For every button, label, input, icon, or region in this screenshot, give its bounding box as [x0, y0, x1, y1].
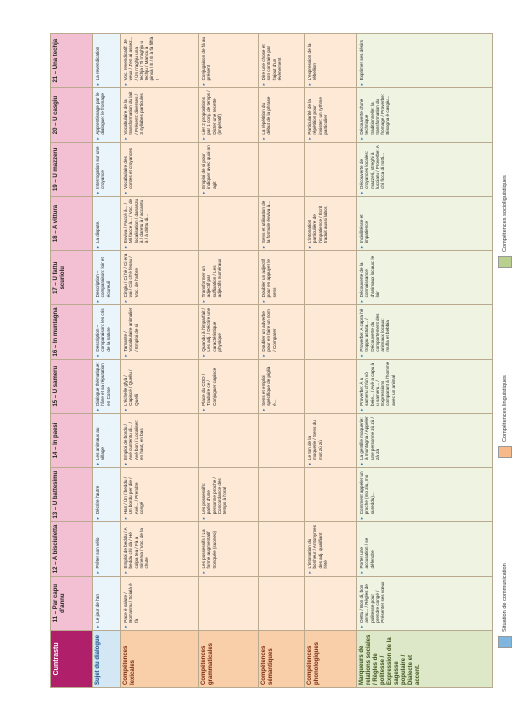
- bullet-item: ▸ Doubler un adjectif pour en appuyer le sens: [261, 253, 277, 302]
- bullet-list: [261, 253, 277, 302]
- table-cell: [93, 88, 121, 142]
- bullet-item: ▸ Incivilitésse et impatience: [359, 199, 370, 248]
- table-row-lex: [121, 34, 199, 688]
- table-cell: [93, 413, 121, 467]
- bullet-list: [95, 36, 100, 85]
- table-cell: [93, 251, 121, 305]
- table-cell: [121, 34, 199, 88]
- table-cell: [357, 34, 493, 88]
- bullet-list: [261, 199, 272, 248]
- table-cell: [305, 576, 357, 630]
- bullet-item: ▸ Le jour de l'an: [95, 579, 100, 628]
- table-cell: [259, 305, 305, 359]
- bullet-list: [261, 362, 277, 411]
- bullet-list: [201, 145, 217, 194]
- bullet-item: ▸ Dire une chose et son contraire par l'ajout d'un évènement: [261, 36, 282, 85]
- row-header: Marqueurs de relations sociales / Règles de politesse / Expression de la sagesse populaire / Dialecte et accent.: [357, 630, 493, 687]
- row-header: Compétences lexicales: [121, 630, 199, 687]
- table-cell: [199, 413, 259, 467]
- table-cell: [93, 142, 121, 196]
- bullet-list: [123, 416, 144, 465]
- table-cell: [121, 468, 199, 522]
- bullet-list: [95, 579, 100, 628]
- table-cell: [357, 468, 493, 522]
- bullet-item: ▸ Sens et utilisation de la formule évviva à...: [261, 199, 272, 248]
- bullet-item: ▸ Découverte d'une technique traditionnelle: la transformation du fromage / Proverbe: Bìsogna è casgiu...: [359, 90, 391, 139]
- bullet-list: [95, 416, 106, 465]
- table-cell: [93, 359, 121, 413]
- bullet-item: ▸ Description – comparaison: les cris de la nature: [95, 307, 111, 356]
- row-header: Compétences phonologiques: [305, 630, 357, 687]
- table-cell: [259, 88, 305, 142]
- bullet-list: [359, 470, 375, 519]
- legend-label: Situation de communication: [501, 563, 508, 632]
- table-cell: [93, 468, 121, 522]
- table-cell: [305, 251, 357, 305]
- bullet-item: ▸ Cingiu / Ci hè / Ci era vai / Ciò ch'è fessu / Voc. de l'arbre: [123, 253, 139, 302]
- bullet-list: [261, 36, 282, 85]
- table-cell: [93, 522, 121, 576]
- table-cell: [199, 251, 259, 305]
- bullet-item: ▸ Les possessifs: parler d'une personne proche / Concordance des temps à l'oral: [201, 470, 227, 519]
- bullet-item: ▸ L'intonation particulière de l'impatience / Écrit traduit aussi labor.: [307, 199, 328, 248]
- bullet-list: [307, 524, 328, 573]
- bullet-item: ▸ Han / Ùn / beddu / Un bordu per die / Avè... / Prendre congé: [123, 470, 144, 519]
- table-cell: [121, 88, 199, 142]
- bullet-item: ▸ Transformer un adjectif par suffixation / Les adjectifs numéraux: [201, 253, 222, 302]
- bullet-item: ▸ Emploi de si pour indiquer avec quoi on agit: [201, 145, 217, 194]
- bullet-item: ▸ Comment appeler un proche (mo zìu, mo sureddu)...: [359, 470, 375, 519]
- rotated-table-stage: [50, 33, 508, 688]
- bullet-item: ▸ Proverbe: A capra hè troppu astuta... / Découverte du comportement des animaux locaux: mufla et bebbia: [359, 307, 391, 356]
- bullet-item: ▸ Dialogue thématique: l'âne et sa réputation en Corse: [95, 362, 111, 411]
- bullet-item: ▸ La gentille moquerie: à muntagna / Appeler une personne zù zù / zà zà: [359, 416, 380, 465]
- bullet-item: ▸ Place du COD / Traduire ce / Conjuguer capisce: [201, 362, 217, 411]
- bullet-item: ▸ Particularité de la répétition pour insister: un rythme particulier: [307, 90, 328, 139]
- table-cell: [259, 251, 305, 305]
- bullet-item: ▸ Sens et emploi spécifique de piglià è...: [261, 362, 277, 411]
- table-cell: [357, 522, 493, 576]
- bullet-item: ▸ Découverte de la connaissance d'animaux locaux: le loir: [359, 253, 380, 302]
- bullet-item: ▸ La répétition du début de la phrase: [261, 90, 272, 139]
- table-cell: [199, 305, 259, 359]
- bullet-list: [201, 90, 222, 139]
- bullet-list: [123, 579, 139, 628]
- bullet-list: [123, 307, 139, 356]
- legend-item: [498, 375, 512, 458]
- bullet-item: ▸ Les possessifs / La forme augmentatif tronquée (suoneo): [201, 524, 217, 573]
- bullet-list: [261, 307, 277, 356]
- bullet-list: [359, 416, 380, 465]
- table-cell: [305, 88, 357, 142]
- bullet-list: [359, 524, 375, 573]
- legend-label: Compétences linguistiques: [501, 375, 508, 442]
- bullet-list: [123, 470, 144, 519]
- bullet-item: ▸ Doubler un adverbe pour en faire un nom / Comparer: [261, 307, 277, 356]
- table-body: [93, 34, 493, 688]
- bullet-item: ▸ Le ton de la moquerie / Sens du mot zù zù: [307, 416, 323, 465]
- table-cell: [259, 522, 305, 576]
- table-cell: [121, 196, 199, 250]
- bullet-item: ▸ Evviva / Faccè à... / Mì facce à... / Voc. de localisation / dananzu à / daretu à / accantu à / à drittu di...: [123, 199, 149, 248]
- bullet-item: ▸ L'expression de la rébellion: [307, 36, 318, 85]
- table-cell: [259, 196, 305, 250]
- table-cell: [357, 196, 493, 250]
- table-row-sem: [259, 34, 305, 688]
- table-cell: [121, 413, 199, 467]
- bullet-item: ▸ Proverbe: À u sameru ch'ùn vò beie... / Avè a capu à u sameru... / Expressions comparant à l'homme avec un animal: [359, 362, 396, 411]
- column-header: 12 – A bisciuletta: [51, 522, 93, 576]
- table-row-pho: [305, 34, 357, 688]
- table-cell: [199, 196, 259, 250]
- row-header: Sujet du dialogue: [93, 630, 121, 687]
- bullet-list: [359, 579, 385, 628]
- table-row-soc: [357, 34, 493, 688]
- bullet-item: ▸ Conjugaison de fà au présent: [201, 36, 212, 85]
- table-cell: [199, 34, 259, 88]
- legend-swatch: [498, 446, 512, 458]
- table-cell: [121, 142, 199, 196]
- table-cell: [259, 413, 305, 467]
- legend-item: [498, 175, 512, 268]
- bullet-item: ▸ Description – comparaison: loir et écureuil: [95, 253, 111, 302]
- table-cell: [357, 576, 493, 630]
- legend-swatch: [498, 256, 512, 268]
- table-cell: [121, 305, 199, 359]
- bullet-list: [359, 36, 364, 85]
- bullet-item: ▸ Vocabulaire de la transformation du lait / Présent: diverses / 3 syllabes particules: [123, 90, 144, 139]
- table-cell: [305, 142, 357, 196]
- bullet-list: [307, 416, 323, 465]
- bullet-list: [123, 90, 144, 139]
- column-header: 18 – A vittura: [51, 196, 93, 250]
- bullet-item: ▸ Les animaux au village: [95, 416, 106, 465]
- table-cell: [259, 359, 305, 413]
- table-cell: [259, 142, 305, 196]
- bullet-list: [307, 199, 328, 248]
- bullet-item: ▸ Apprentissage par le dialogue: le fromage: [95, 90, 106, 139]
- bullet-item: ▸ L'intonation du bonheur / Antonymes des adj. qualifiant l'été: [307, 524, 328, 573]
- table-cell: [121, 522, 199, 576]
- table-cell: [305, 468, 357, 522]
- bullet-list: [201, 307, 222, 356]
- bullet-list: [359, 199, 370, 248]
- bullet-list: [201, 362, 217, 411]
- table-cell: [357, 359, 493, 413]
- table-row-gram: [199, 34, 259, 688]
- table-cell: [259, 34, 305, 88]
- table-cell: [357, 88, 493, 142]
- bullet-item: ▸ La dispute.: [95, 199, 100, 248]
- bullet-item: ▸ Interrogation sur une croyance: [95, 145, 106, 194]
- bullet-list: [359, 253, 380, 302]
- table-cell: [199, 359, 259, 413]
- bullet-list: [359, 362, 396, 411]
- bullet-list: [95, 145, 106, 194]
- table-cell: [199, 468, 259, 522]
- bullet-list: [359, 90, 391, 139]
- bullet-list: [307, 36, 318, 85]
- bullet-item: ▸ Tamante / Vocabulaire animalier / Emploi de si: [123, 307, 139, 356]
- bullet-item: ▸ Dettu / Bon di, bon annu... / Règles de politesse pour prendre congé / Présenter ses vœux: [359, 579, 385, 628]
- legend-label: Compétences socioliguistiques: [501, 175, 508, 252]
- table-cell: [199, 522, 259, 576]
- table-row-sujet: [93, 34, 121, 688]
- bullet-item: ▸ Pace è salute / Bon'annu / Scialà è fà: [123, 579, 139, 628]
- column-header: 17 – U fattu scuriolu: [51, 251, 93, 305]
- column-header: 11 – Par capu d'annu: [51, 576, 93, 630]
- bullet-list: [95, 199, 100, 248]
- bullet-list: [123, 362, 139, 411]
- corner-header: Cuntrastu: [51, 630, 93, 687]
- table-cell: [305, 359, 357, 413]
- bullet-item: ▸ Prêter son vélo: [95, 524, 100, 573]
- bullet-item: ▸ Voc. revendicatif: Je veux / J'en ai assez... / Ùn n'aghju una techja / Ti n'aghju u techju / Mancu à pinsà / È / È à fà fifftà !: [123, 36, 160, 85]
- bullet-item: ▸ L'échelle gfyà / Capiscè / Quellu / Quelli: [123, 362, 139, 411]
- column-header: 19 – U mazzeru: [51, 142, 93, 196]
- table-cell: [357, 142, 493, 196]
- bullet-list: [95, 470, 100, 519]
- table-cell: [121, 251, 199, 305]
- table-cell: [357, 305, 493, 359]
- table-cell: [305, 413, 357, 467]
- competency-table: [50, 33, 493, 688]
- column-header: 14 – In paesi: [51, 413, 93, 467]
- table-cell: [93, 196, 121, 250]
- column-header: 21 – Una techja: [51, 34, 93, 88]
- bullet-list: [201, 36, 212, 85]
- column-header: 15 – U sameru: [51, 359, 93, 413]
- bullet-list: [359, 145, 385, 194]
- bullet-item: ▸ Lier 2 propositions par 1 conj. de temps / Dicter une recette (impératif): [201, 90, 222, 139]
- bullet-list: [261, 90, 272, 139]
- table-cell: [121, 359, 199, 413]
- column-header: 13 – U battesimu: [51, 468, 93, 522]
- legend-item: [498, 563, 512, 648]
- legend-swatch: [498, 636, 512, 648]
- bullet-item: ▸ Quandu à l'imparfait / Les adj. / Décrire une caractéristique physique: [201, 307, 222, 356]
- table-cell: [199, 88, 259, 142]
- bullet-list: [359, 307, 391, 356]
- table-cell: [259, 468, 305, 522]
- bullet-list: [201, 470, 227, 519]
- table-cell: [121, 576, 199, 630]
- table-cell: [199, 142, 259, 196]
- bullet-item: ▸ Emploi de bordu / Avè cuntentu di... / Avè bon / Localiser: en haut, en bas: [123, 416, 144, 465]
- bullet-item: ▸ Découverte de croyances locales: mazzeri, streghi à lucciaru / Proverbe: A chì fìcca di notti...: [359, 145, 385, 194]
- bullet-list: [95, 90, 106, 139]
- table-cell: [357, 251, 493, 305]
- bullet-item: ▸ La revendication: [95, 36, 100, 85]
- bullet-list: [123, 145, 134, 194]
- table-cell: [305, 522, 357, 576]
- bullet-list: [123, 199, 149, 248]
- table-cell: [93, 576, 121, 630]
- table-cell: [93, 305, 121, 359]
- bullet-item: ▸ Décrire l'autre: [95, 470, 100, 519]
- table-cell: [199, 576, 259, 630]
- column-header: 16 – In muntagna: [51, 305, 93, 359]
- table-cell: [357, 413, 493, 467]
- bullet-list: [201, 524, 217, 573]
- header-row: [51, 34, 93, 688]
- table-cell: [93, 34, 121, 88]
- bullet-list: [95, 362, 111, 411]
- bullet-list: [201, 253, 222, 302]
- row-header: Compétences sémantiques: [259, 630, 305, 687]
- row-header: Compétences grammaticales: [199, 630, 259, 687]
- bullet-list: [123, 36, 160, 85]
- table-cell: [305, 305, 357, 359]
- bullet-item: ▸ Emploi de beddu / A beddu chì dà / Hè colpa tea / Fà a minerva / Voc. de la chute: [123, 524, 149, 573]
- column-header: 20 – U casgiu: [51, 88, 93, 142]
- bullet-list: [307, 90, 328, 139]
- bullet-item: ▸ Exprimer ses désirs: [359, 36, 364, 85]
- bullet-list: [123, 253, 139, 302]
- table-cell: [305, 34, 357, 88]
- bullet-list: [95, 253, 111, 302]
- bullet-list: [95, 307, 111, 356]
- bullet-item: ▸ Porter une accusation / se défendre: [359, 524, 375, 573]
- bullet-list: [123, 524, 149, 573]
- table-cell: [259, 576, 305, 630]
- bullet-item: ▸ Vocabulaire des contes et croyances: [123, 145, 134, 194]
- table-cell: [305, 196, 357, 250]
- bullet-list: [95, 524, 100, 573]
